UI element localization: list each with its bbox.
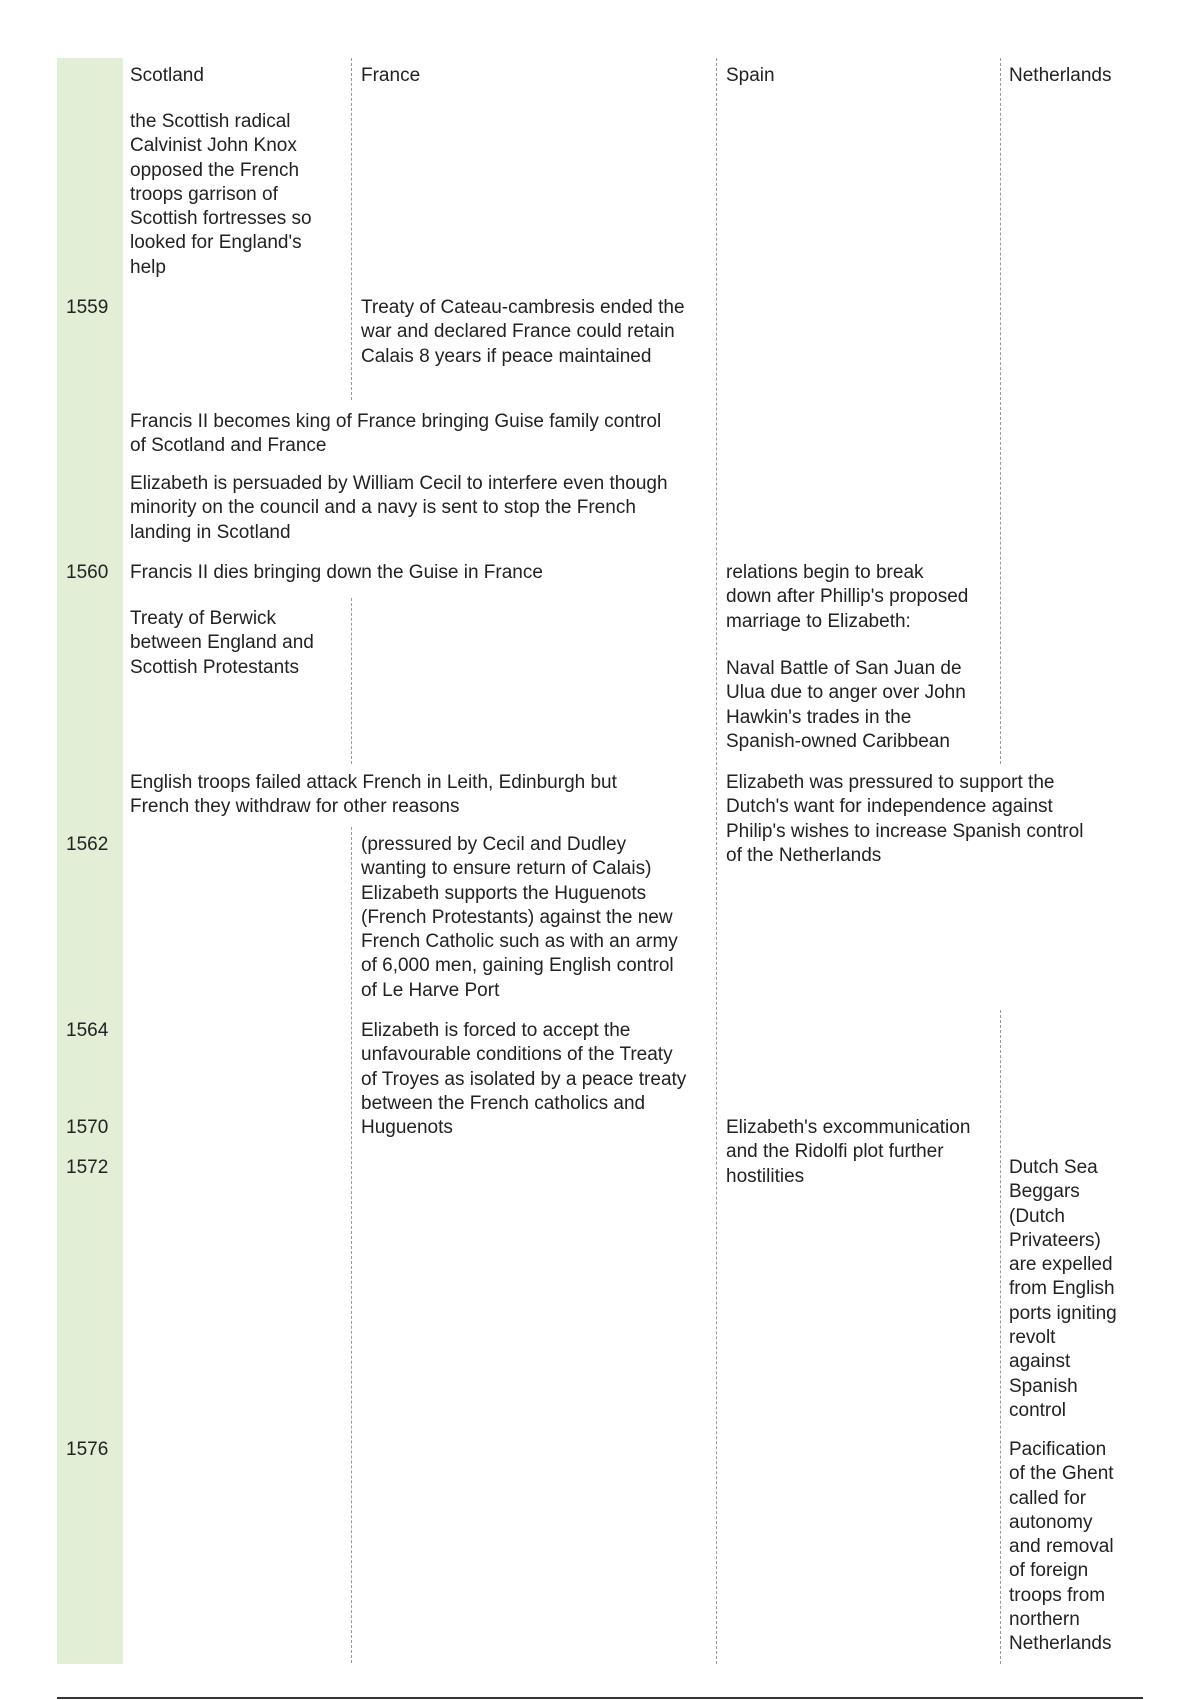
year-1559: 1559 [66, 297, 109, 318]
bottom-rule [57, 1697, 1143, 1699]
event-sea-beggars: Dutch Sea Beggars (Dutch Privateers) are expelled from English ports igniting revolt against Spanish control [1009, 1157, 1117, 1421]
event-pacification-of-ghent: Pacification of the Ghent called for autonomy and removal of foreign troops from northern Netherlands [1009, 1439, 1114, 1655]
event-treaty-of-troyes: Elizabeth is forced to accept the unfavourable conditions of the Treaty of Troyes as isolated by a peace treaty between the French catholics and Huguenots [361, 1020, 687, 1139]
event-francis-ii-dies: Francis II dies bringing down the Guise in France [130, 562, 543, 583]
year-1570: 1570 [66, 1117, 109, 1138]
header-scotland: Scotland [130, 65, 204, 86]
year-1562: 1562 [66, 834, 109, 855]
header-netherlands: Netherlands [1009, 65, 1112, 86]
event-spain-relations: relations begin to break down after Phillip's proposed marriage to Elizabeth: [726, 562, 969, 632]
event-treaty-of-berwick: Treaty of Berwick between England and Scottish Protestants [130, 608, 314, 678]
event-knox: the Scottish radical Calvinist John Knox opposed the French troops garrison of Scottish fortresses so looked for England's help [130, 111, 312, 278]
divider-scotland-france [351, 827, 352, 1663]
event-cecil-navy: Elizabeth is persuaded by William Cecil to interfere even though minority on the council and a navy is sent to stop the French landing in Scotland [130, 473, 668, 543]
divider-spain-netherlands [1000, 58, 1001, 764]
header-france: France [361, 65, 421, 86]
divider-france-spain [716, 58, 717, 1664]
event-dutch-support: Elizabeth was pressured to support the Dutch's want for independence against Philip's wishes to increase Spanish control of the Netherlands [726, 772, 1084, 866]
header-spain: Spain [726, 65, 775, 86]
event-excommunication: Elizabeth's excommunication and the Ridolfi plot further hostilities [726, 1117, 971, 1187]
divider-scotland-france [351, 598, 352, 764]
year-1572: 1572 [66, 1157, 109, 1178]
year-1560: 1560 [66, 562, 109, 583]
event-francis-ii-king: Francis II becomes king of France bringing Guise family control of Scotland and France [130, 411, 662, 457]
year-1564: 1564 [66, 1020, 109, 1041]
event-leith: English troops failed attack French in Leith, Edinburgh but French they withdraw for other reasons [130, 772, 617, 818]
event-huguenots: (pressured by Cecil and Dudley wanting to ensure return of Calais) Elizabeth supports the Huguenots (French Protestants) against the new French Catholic such as with an army of 6,000 men, gaining English control of Le Harve Port [361, 834, 678, 1001]
divider-spain-netherlands [1000, 1010, 1001, 1664]
divider-scotland-france [351, 58, 352, 400]
event-cateau-cambresis: Treaty of Cateau-cambresis ended the war and declared France could retain Calais 8 years if peace maintained [361, 297, 685, 367]
year-1576: 1576 [66, 1439, 109, 1460]
event-san-juan-de-ulua: Naval Battle of San Juan de Ulua due to anger over John Hawkin's trades in the Spanish-owned Caribbean [726, 658, 966, 752]
